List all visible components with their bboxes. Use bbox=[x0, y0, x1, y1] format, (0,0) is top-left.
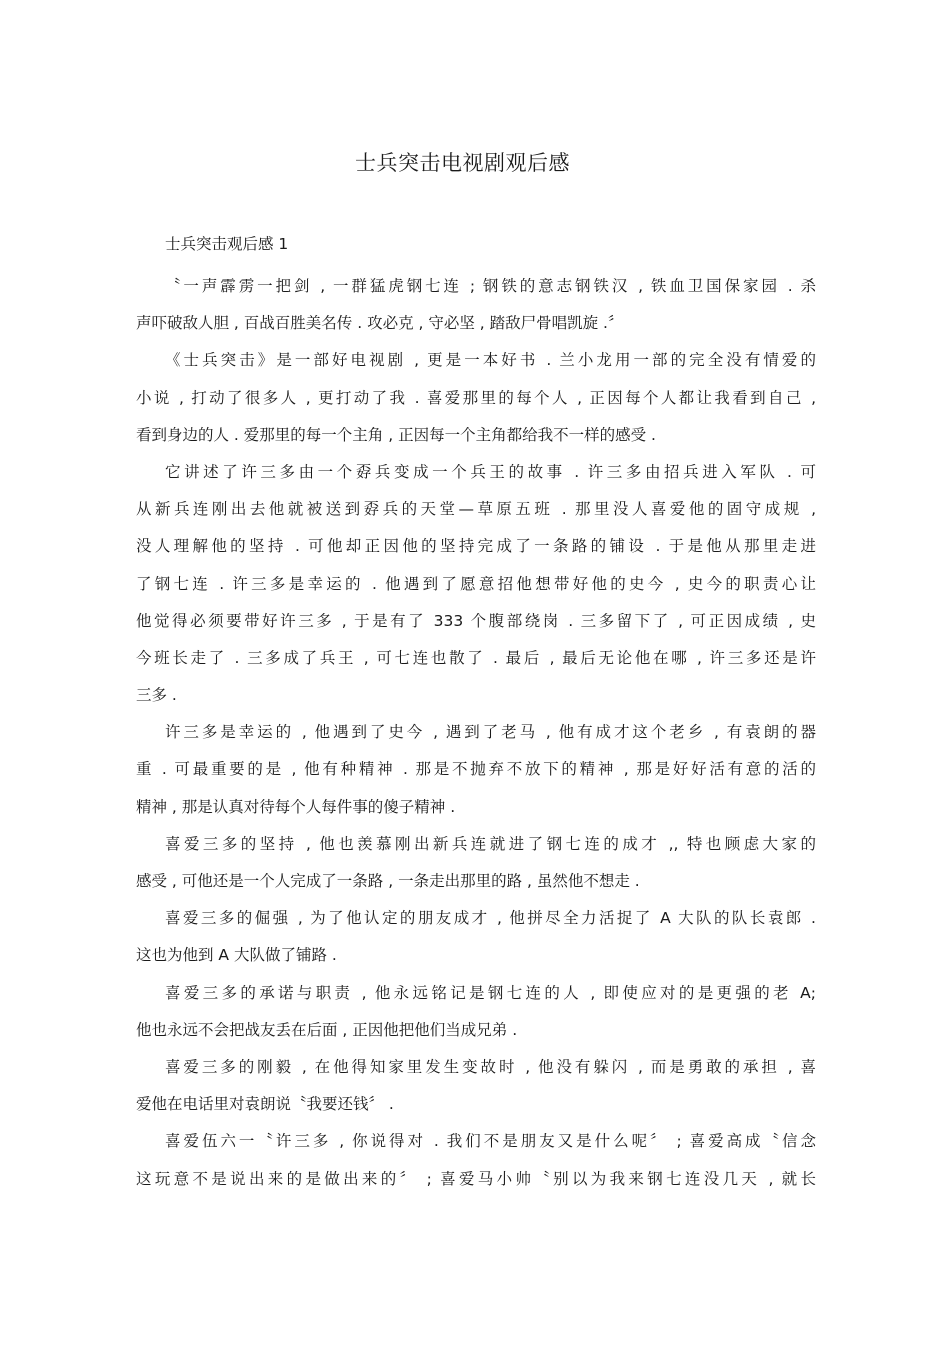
paragraph-line: 爱他在电话里对袁朗说〝我要还钱〞 . bbox=[136, 1095, 394, 1114]
paragraph-line: 喜爱三多的倔强 , 为了他认定的朋友成才 , 他拼尽全力活捉了 A 大队的队长袁郎 . bbox=[165, 909, 816, 928]
paragraph-line: 喜爱三多的坚持 , 他也羡慕刚出新兵连就进了钢七连的成才 ,, 特也顾虑大家的 bbox=[165, 834, 816, 853]
paragraph-line: 这也为他到 A 大队做了铺路 . bbox=[136, 946, 337, 965]
paragraph-line: 喜爱三多的刚毅 , 在他得知家里发生变故时 , 他没有躲闪 , 而是勇敢的承担 , 喜 bbox=[165, 1057, 816, 1076]
paragraph-line: 精神 , 那是认真对待每个人每件事的傻子精神 . bbox=[136, 797, 456, 816]
paragraph-line: 许三多是幸运的 , 他遇到了史今 , 遇到了老马 , 他有成才这个老乡 , 有袁朗的器 bbox=[165, 723, 816, 742]
paragraph bbox=[136, 454, 816, 714]
paragraph-line: 重 . 可最重要的是 , 他有种精神 . 那是不抛弃不放下的精神 , 那是好好活有意的活的 bbox=[136, 760, 816, 779]
paragraph-line: 它讲述了许三多由一个孬兵变成一个兵王的故事 . 许三多由招兵进入军队 . 可 bbox=[165, 462, 816, 481]
paragraph bbox=[136, 975, 816, 1049]
document-body bbox=[136, 268, 816, 1198]
document-title: 士兵突击电视剧观后感 bbox=[355, 151, 570, 175]
paragraph-line: 声吓破敌人胆 , 百战百胜美名传 . 攻必克 , 守必坚 , 踏敌尸骨唱凯旋 .〞 bbox=[136, 314, 624, 333]
paragraph bbox=[136, 268, 816, 342]
paragraph-line: 了钢七连 . 许三多是幸运的 . 他遇到了愿意招他想带好他的史今 , 史今的职责心让 bbox=[136, 574, 816, 593]
paragraph-line: 喜爱三多的承诺与职责 , 他永远铭记是钢七连的人 , 即使应对的是更强的老 A; bbox=[165, 983, 816, 1002]
paragraph-line: 三多 . bbox=[136, 686, 177, 705]
paragraph-line: 没人理解他的坚持 . 可他却正因他的坚持完成了一条路的铺设 . 于是他从那里走进 bbox=[136, 537, 816, 556]
paragraph bbox=[136, 1123, 816, 1197]
paragraph bbox=[136, 714, 816, 826]
paragraph bbox=[136, 1049, 816, 1123]
paragraph-line: 从新兵连刚出去他就被送到孬兵的天堂—草原五班 . 那里没人喜爱他的固守成规 , bbox=[136, 500, 816, 519]
paragraph-line: 今班长走了 . 三多成了兵王 , 可七连也散了 . 最后 , 最后无论他在哪 , 许三多还是许 bbox=[136, 648, 816, 667]
paragraph bbox=[136, 342, 816, 454]
paragraph-line: 这玩意不是说出来的是做出来的〞 ; 喜爱马小帅〝别以为我来钢七连没几天 , 就长 bbox=[136, 1169, 816, 1188]
paragraph-line: 小说 , 打动了很多人 , 更打动了我 . 喜爱那里的每个人 , 正因每个人都让我看到自己 , bbox=[136, 388, 816, 407]
document-subtitle: 士兵突击观后感 1 bbox=[165, 235, 289, 253]
paragraph-line: 看到身边的人 . 爱那里的每一个主角 , 正因每一个主角都给我不一样的感受 . bbox=[136, 425, 656, 444]
paragraph-line: 感受 , 可他还是一个人完成了一条路 , 一条走出那里的路 , 虽然他不想走 . bbox=[136, 872, 640, 890]
paragraph bbox=[136, 826, 816, 900]
paragraph-line: 喜爱伍六一〝许三多 , 你说得对 . 我们不是朋友又是什么呢〞 ; 喜爱高成〝信念 bbox=[165, 1132, 816, 1151]
paragraph-line: 《士兵突击》是一部好电视剧 , 更是一本好书 . 兰小龙用一部的完全没有情爱的 bbox=[165, 351, 816, 370]
paragraph-line: 〝一声霹雳一把剑 , 一群猛虎钢七连 ; 钢铁的意志钢铁汉 , 铁血卫国保家园 . 杀 bbox=[165, 277, 816, 295]
paragraph-line: 他觉得必须要带好许三多 , 于是有了 333 个腹部绕岗 . 三多留下了 , 可正因成绩 , 史 bbox=[136, 611, 816, 630]
paragraph bbox=[136, 900, 816, 974]
paragraph-line: 他也永远不会把战友丢在后面 , 正因他把他们当成兄弟 . bbox=[136, 1020, 518, 1039]
